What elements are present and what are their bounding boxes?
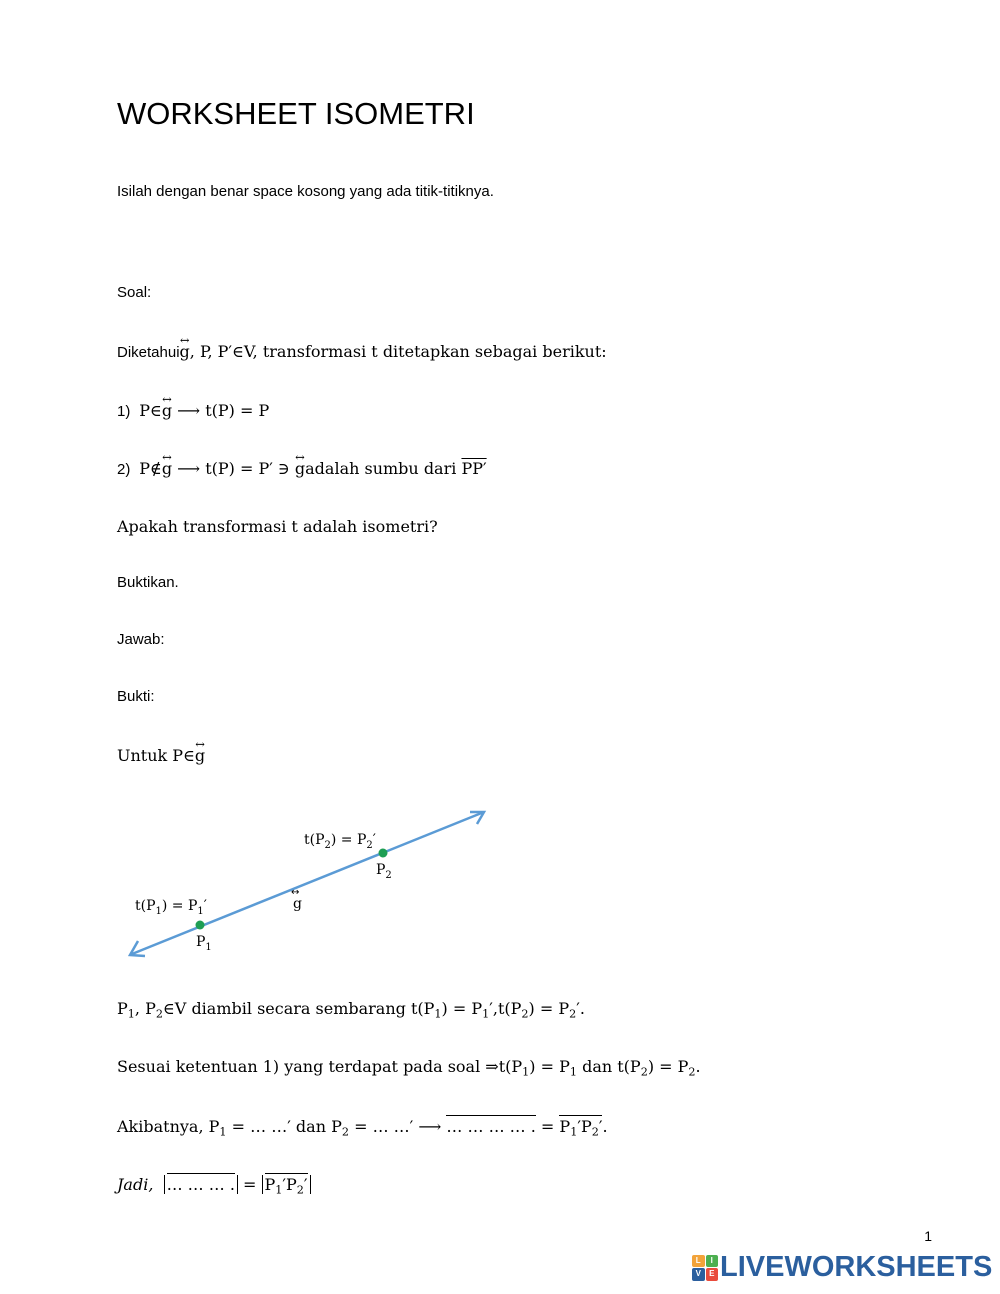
statement-line-4: Jadi, … … … . = $P_1'P_2'$: [117, 1173, 311, 1194]
given-middle: , P, P′∈V, transformasi t ditetapkan sebagai berikut:: [189, 342, 607, 361]
rule-2-number: 2): [117, 461, 131, 478]
vector-g: ↔ g: [295, 459, 305, 478]
rule-2-text: adalah sumbu dari: [305, 459, 462, 478]
point-p2: [379, 849, 388, 858]
given-prefix: Diketahui: [117, 344, 180, 361]
point-p1: [196, 921, 205, 930]
label-tp1: $t(P_1) = P_1'$: [135, 898, 207, 917]
instruction-text: Isilah dengan benar space kosong yang ada titik-titiknya.: [117, 183, 494, 200]
rule-1-right: ⟶ t(P) = P: [172, 401, 270, 420]
rule-2-mid: ⟶ t(P) = P′ ∋: [172, 459, 295, 478]
logo-letter-l: L: [692, 1255, 705, 1268]
label-g-arrow: ↔: [291, 887, 300, 898]
segment-p1p2: $P_1'P_2'$: [559, 1117, 603, 1139]
liveworksheets-logo-icon: [692, 1255, 718, 1281]
label-g: g: [293, 896, 302, 912]
vector-g: ↔ g: [162, 401, 172, 420]
statement-line-1: $P_1$, $P_2\in V$ diambil secara sembarang $t(P_1) = P_1',t(P_2) = P_2'$.: [117, 999, 585, 1021]
untuk-line: [117, 746, 205, 765]
logo-letter-i: I: [706, 1255, 719, 1268]
abs-segment: $P_1'P_2'$: [262, 1175, 311, 1194]
brand-name: LIVEWORKSHEETS: [720, 1251, 993, 1283]
blank-input-1[interactable]: … …: [250, 1117, 288, 1136]
blank-input-3[interactable]: … … … … .: [446, 1117, 536, 1136]
blank-input-2[interactable]: … …: [372, 1117, 410, 1136]
rule-2: [117, 459, 487, 479]
abs-blank: [164, 1175, 238, 1194]
segment-pp: PP′: [461, 459, 487, 478]
untuk-prefix: Untuk P∈: [117, 746, 195, 765]
rule-1-left: P∈: [139, 401, 162, 420]
blank-input-4[interactable]: … … … .: [166, 1175, 235, 1194]
vector-g: ↔ g: [195, 746, 205, 765]
logo-letter-e: E: [706, 1268, 719, 1281]
vector-g: ↔ g: [180, 342, 190, 361]
vector-g: ↔ g: [162, 459, 172, 478]
label-p2: $P_2$: [376, 862, 392, 881]
page-number: 1: [924, 1228, 932, 1244]
label-tp2: $t(P_2) = P_2'$: [304, 832, 376, 851]
jawab-label: Jawab:: [117, 631, 165, 648]
rule-2-left: P∉: [139, 459, 162, 478]
page-title: WORKSHEET ISOMETRI: [117, 96, 475, 131]
question-text: Apakah transformasi t adalah isometri?: [117, 517, 438, 536]
buktikan-label: Buktikan.: [117, 574, 179, 591]
statement-line-3: Akibatnya, $P_1$ = … …′ dan $P_2$ = … …′ ⟶ … … … … . = $P_1'P_2'$.: [117, 1117, 608, 1139]
rule-1-number: 1): [117, 403, 131, 420]
liveworksheets-brand: [692, 1253, 992, 1282]
label-p1: $P_1$: [196, 934, 212, 953]
bukti-label: Bukti:: [117, 688, 155, 705]
given-statement: [117, 342, 607, 362]
line-diagram: [118, 798, 498, 968]
logo-letter-v: V: [692, 1268, 705, 1281]
soal-label: Soal:: [117, 284, 152, 301]
rule-1: [117, 401, 269, 421]
statement-line-2: Sesuai ketentuan 1) yang terdapat pada soal $\Rightarrow t(P_1) = P_1$ dan $t(P_2) = P_2$.: [117, 1057, 701, 1079]
